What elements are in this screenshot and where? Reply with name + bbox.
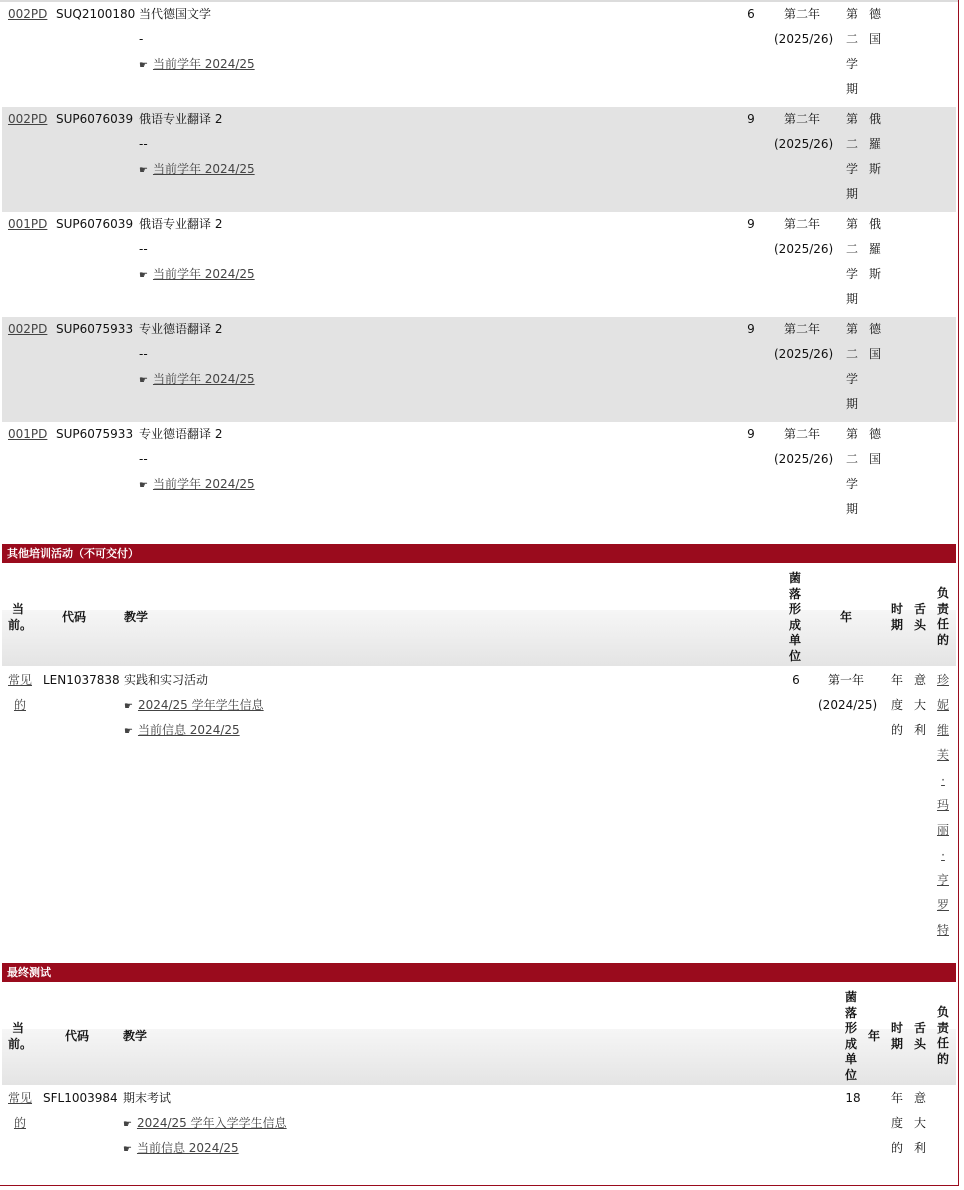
course-semester: 第 二 学 期 xyxy=(845,217,858,306)
course-credits: 9 xyxy=(747,322,755,336)
col-header-responsible: 负 责 任 的 xyxy=(936,1005,949,1066)
course-code: SUP6075933 xyxy=(56,427,134,441)
col-header-responsible: 负 责 任 的 xyxy=(936,586,949,647)
course-year: 第二年 (2025/26) xyxy=(774,322,834,361)
course-code: SUP6076039 xyxy=(56,112,134,126)
course-row xyxy=(2,317,956,422)
course-title: 俄语专业翻译 2 xyxy=(139,217,223,231)
course-row xyxy=(2,212,956,317)
course-title: 专业德语翻译 2 xyxy=(139,322,223,336)
current-year-link[interactable]: ☛ 当前学年 2024/25 xyxy=(139,367,255,393)
current-year-link[interactable]: ☛ 当前学年 2024/25 xyxy=(139,52,255,78)
pointer-hand-icon: ☛ xyxy=(139,375,148,386)
pointer-hand-icon: ☛ xyxy=(124,701,133,712)
cell-current[interactable] xyxy=(8,1086,32,1136)
section-title: 其他培训活动（不可交付） xyxy=(7,547,139,560)
course-code: SUQ2100180 xyxy=(56,7,136,21)
course-pd-link[interactable]: 001PD xyxy=(8,427,48,441)
course-language: 德 国 xyxy=(868,7,881,46)
col-header-year: 年 xyxy=(868,1029,881,1043)
section-header-other-activities xyxy=(2,544,956,563)
current-year-link[interactable]: ☛ 当前学年 2024/25 xyxy=(139,157,255,183)
current-link-cont[interactable]: 的 xyxy=(13,698,26,712)
course-description: -- xyxy=(139,347,148,361)
section-header-final-test xyxy=(2,963,956,982)
course-credits: 9 xyxy=(747,217,755,231)
course-description: -- xyxy=(139,452,148,466)
pointer-hand-icon: ☛ xyxy=(124,726,133,737)
col-header-year: 年 xyxy=(840,610,853,624)
course-pd-link[interactable]: 002PD xyxy=(8,112,48,126)
cell-credits: 6 xyxy=(792,673,800,687)
cell-title: 期末考试 xyxy=(123,1091,172,1105)
course-row xyxy=(2,107,956,212)
course-code: SUP6076039 xyxy=(56,217,134,231)
course-semester: 第 二 学 期 xyxy=(845,427,858,516)
pointer-hand-icon: ☛ xyxy=(139,60,148,71)
cell-code: SFL1003984 xyxy=(43,1091,118,1105)
course-year: 第二年 (2025/26) xyxy=(774,112,834,151)
course-row xyxy=(2,2,956,107)
course-row xyxy=(2,422,956,527)
cell-code: LEN1037838 xyxy=(43,673,120,687)
col-header-credits: 菌 落 形 成 单 位 xyxy=(844,990,857,1082)
course-credits: 9 xyxy=(747,427,755,441)
course-semester: 第 二 学 期 xyxy=(845,7,858,96)
current-link-cont[interactable]: 的 xyxy=(13,1116,26,1130)
table-row-final xyxy=(2,1086,956,1166)
pointer-hand-icon: ☛ xyxy=(123,1119,132,1130)
table-row-other xyxy=(2,668,956,943)
cell-language: 意 大 利 xyxy=(913,673,926,737)
col-header-credits: 菌 落 形 成 单 位 xyxy=(788,571,801,663)
col-header-teaching: 教学 xyxy=(124,610,149,624)
table-header-final xyxy=(2,984,956,1085)
course-description: - xyxy=(139,32,144,46)
col-header-teaching: 教学 xyxy=(123,1029,148,1043)
course-pd-link[interactable]: 002PD xyxy=(8,322,48,336)
cell-title: 实践和实习活动 xyxy=(124,673,209,687)
course-title: 俄语专业翻译 2 xyxy=(139,112,223,126)
current-year-link[interactable]: ☛ 当前学年 2024/25 xyxy=(139,262,255,288)
course-language: 俄 羅 斯 xyxy=(868,217,881,281)
info-link-1[interactable]: ☛ 2024/25 学年入学学生信息 xyxy=(123,1111,287,1137)
cell-period: 年 度 的 xyxy=(890,673,903,737)
pointer-hand-icon: ☛ xyxy=(139,270,148,281)
current-year-link[interactable]: ☛ 当前学年 2024/25 xyxy=(139,472,255,498)
col-header-language: 舌 头 xyxy=(913,1021,926,1051)
course-code: SUP6075933 xyxy=(56,322,134,336)
cell-current[interactable] xyxy=(8,668,32,718)
course-year: 第二年 (2025/26) xyxy=(774,217,834,256)
course-pd-link[interactable]: 002PD xyxy=(8,7,48,21)
course-language: 德 国 xyxy=(868,427,881,466)
cell-year: 第一年 (2024/25) xyxy=(818,673,878,712)
col-header-language: 舌 头 xyxy=(913,602,926,632)
cell-language: 意 大 利 xyxy=(913,1091,926,1155)
col-header-period: 时 期 xyxy=(890,1021,903,1051)
info-link-2[interactable]: ☛ 当前信息 2024/25 xyxy=(124,718,240,744)
course-year: 第二年 (2025/26) xyxy=(774,7,834,46)
course-language: 俄 羅 斯 xyxy=(868,112,881,176)
col-header-current: 当 前。 xyxy=(8,1021,33,1051)
col-header-period: 时 期 xyxy=(890,602,903,632)
col-header-current: 当 前。 xyxy=(8,602,33,632)
course-title: 当代德国文学 xyxy=(139,7,212,21)
responsible-person-link[interactable]: 珍 妮 维 芙 · 玛 丽 · 亨 罗 特 xyxy=(936,673,949,937)
course-description: -- xyxy=(139,242,148,256)
current-link[interactable]: 常见 xyxy=(8,673,33,687)
pointer-hand-icon: ☛ xyxy=(139,480,148,491)
course-description: -- xyxy=(139,137,148,151)
pointer-hand-icon: ☛ xyxy=(123,1144,132,1155)
cell-period: 年 度 的 xyxy=(890,1091,903,1155)
course-language: 德 国 xyxy=(868,322,881,361)
pointer-hand-icon: ☛ xyxy=(139,165,148,176)
info-link-2[interactable]: ☛ 当前信息 2024/25 xyxy=(123,1136,239,1162)
section-title: 最终测试 xyxy=(7,966,51,979)
col-header-code: 代码 xyxy=(65,1029,90,1043)
course-semester: 第 二 学 期 xyxy=(845,112,858,201)
col-header-code: 代码 xyxy=(62,610,87,624)
cell-credits: 18 xyxy=(845,1091,861,1105)
course-credits: 6 xyxy=(747,7,755,21)
course-pd-link[interactable]: 001PD xyxy=(8,217,48,231)
course-year: 第二年 (2025/26) xyxy=(774,427,834,466)
table-header-other xyxy=(2,565,956,666)
current-link[interactable]: 常见 xyxy=(8,1091,33,1105)
info-link-1[interactable]: ☛ 2024/25 学年学生信息 xyxy=(124,693,264,719)
course-semester: 第 二 学 期 xyxy=(845,322,858,411)
course-credits: 9 xyxy=(747,112,755,126)
course-title: 专业德语翻译 2 xyxy=(139,427,223,441)
